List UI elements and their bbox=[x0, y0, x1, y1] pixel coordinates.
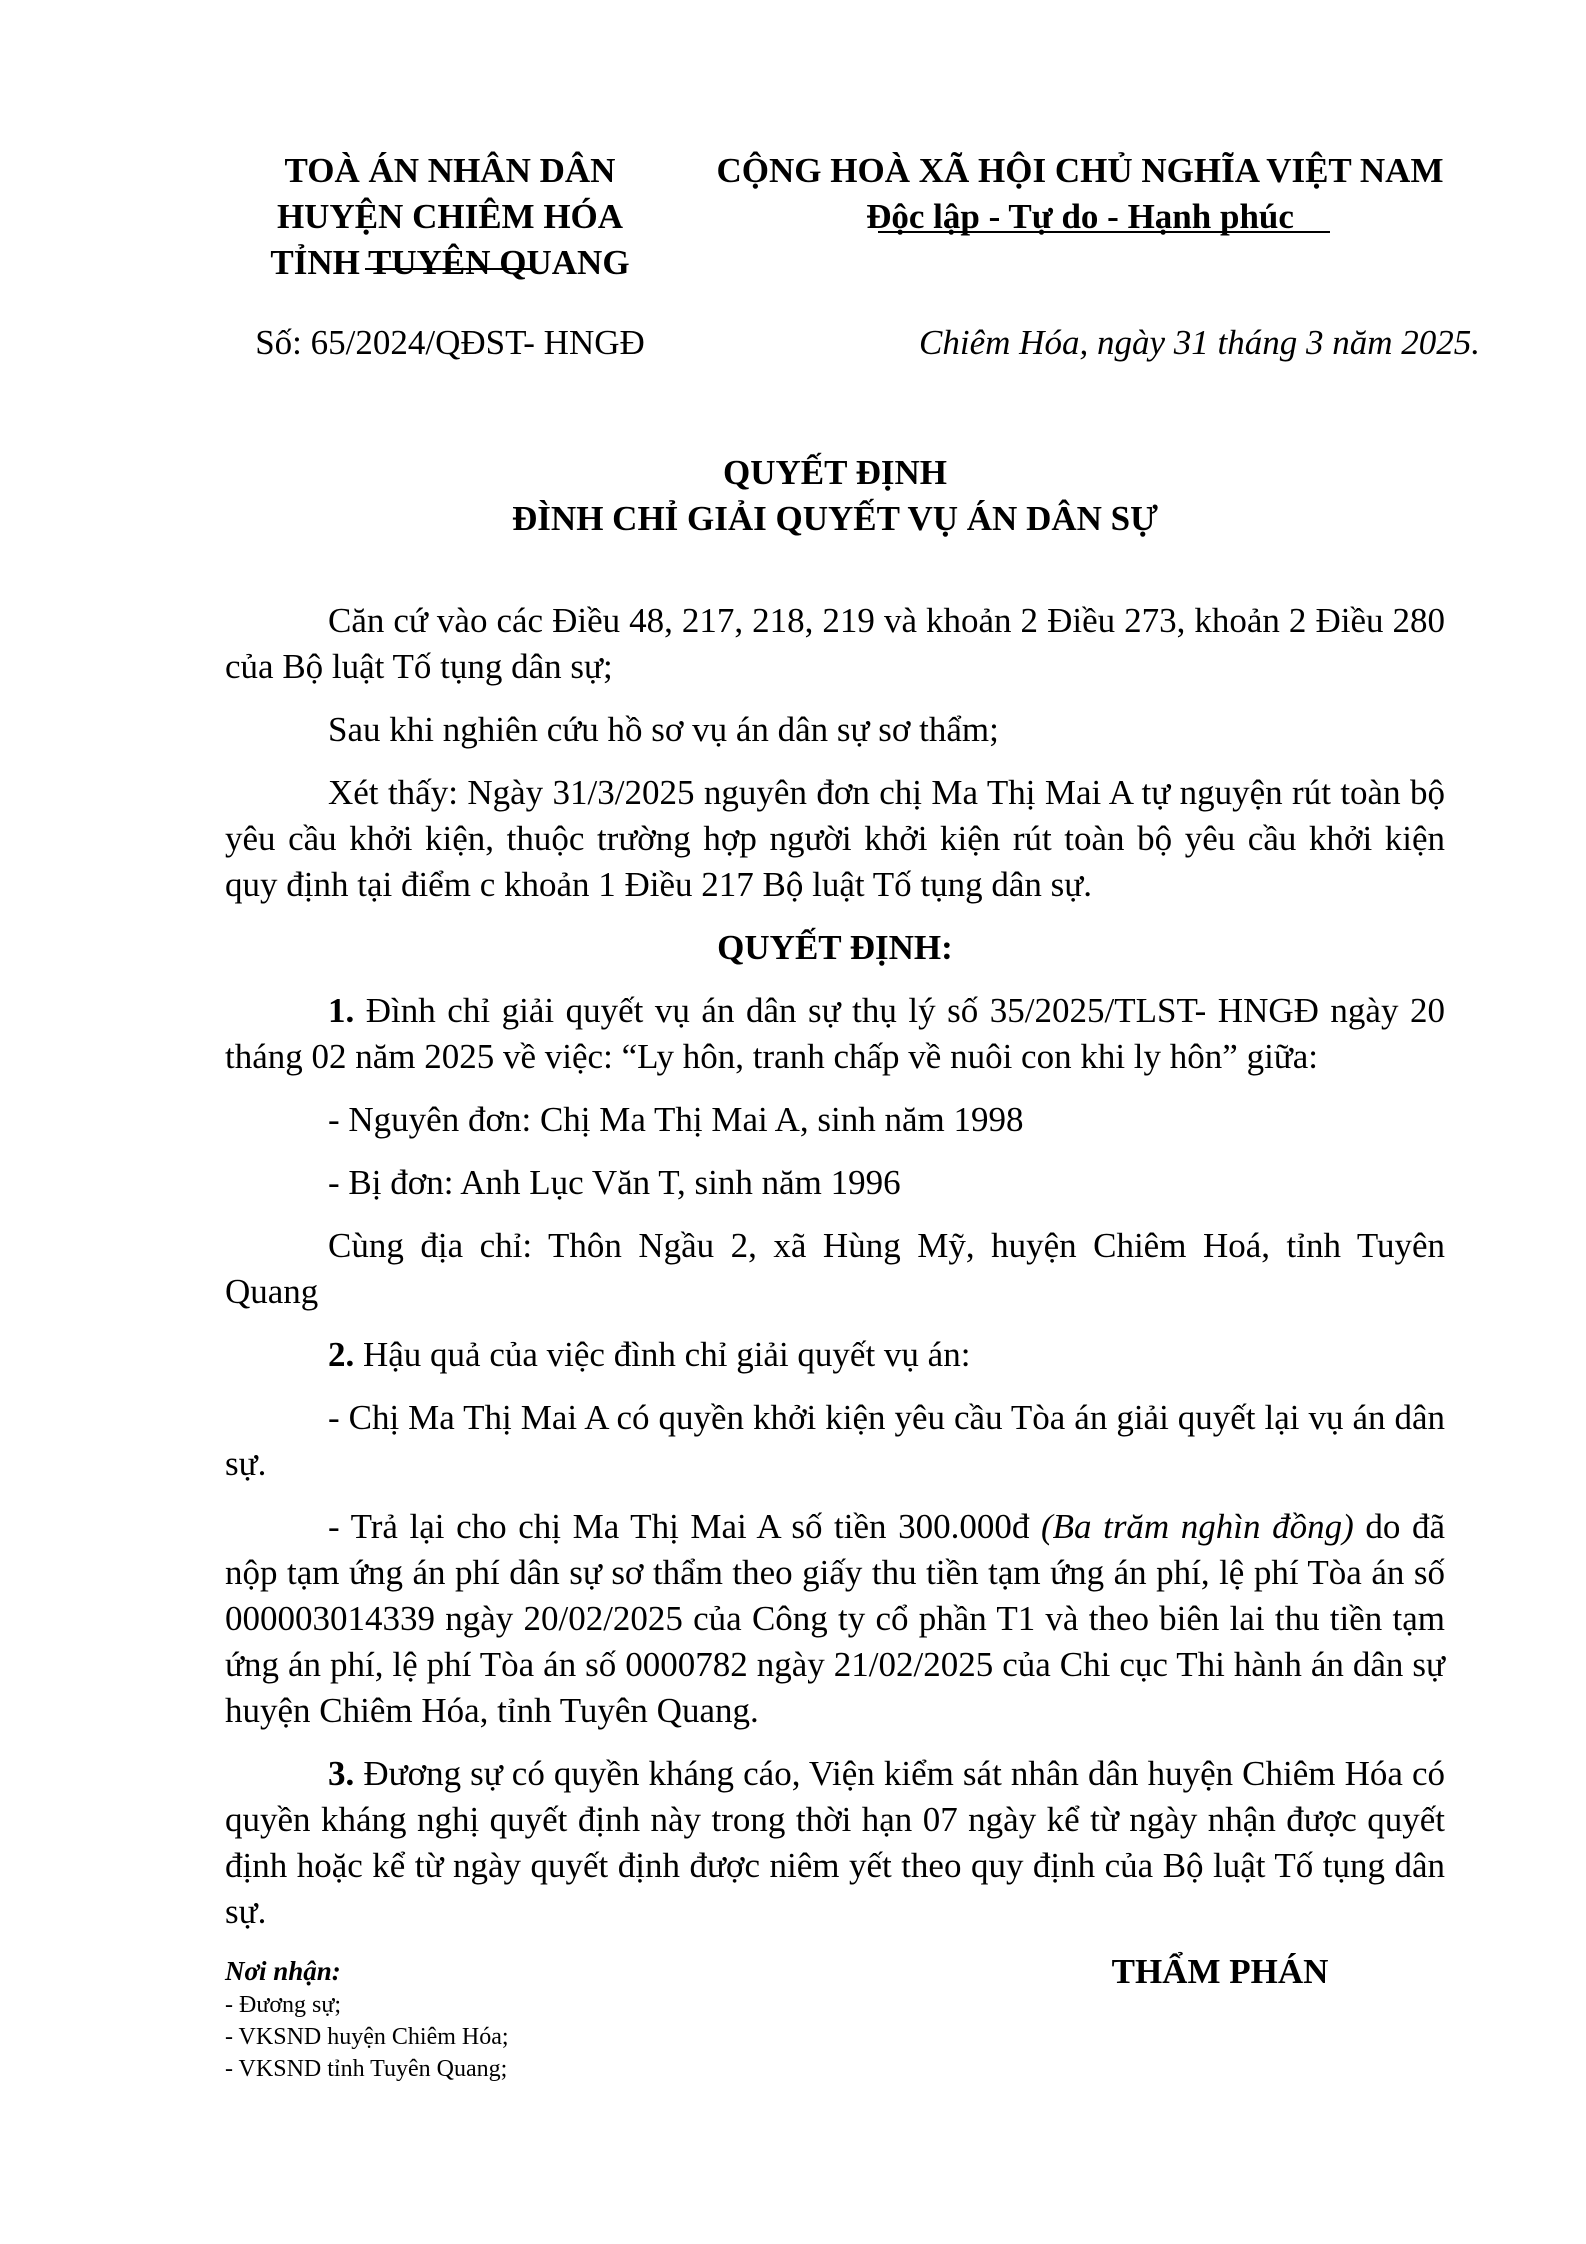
defendant-line: - Bị đơn: Anh Lục Văn T, sinh năm 1996 bbox=[328, 1163, 901, 1202]
address-line: Cùng địa chỉ: Thôn Ngầu 2, xã Hùng Mỹ, huyện Chiêm Hoá, tỉnh Tuyên Quang bbox=[225, 1226, 1445, 1311]
decision-heading: QUYẾT ĐỊNH: bbox=[717, 928, 953, 967]
document-number: Số: 65/2024/QĐST- HNGĐ bbox=[255, 323, 645, 362]
consequence-2 bbox=[225, 1504, 1445, 1734]
item-2 bbox=[225, 1332, 1445, 1378]
recipient-2: - VKSND huyện Chiêm Hóa; bbox=[225, 2024, 509, 2050]
court-header-underline bbox=[365, 268, 535, 270]
plaintiff-line: - Nguyên đơn: Chị Ma Thị Mai A, sinh năm 1998 bbox=[328, 1100, 1024, 1139]
national-header bbox=[700, 148, 1460, 240]
item-2-text: Hậu quả của việc đình chỉ giải quyết vụ án: bbox=[363, 1335, 971, 1374]
item-3-number: 3. bbox=[328, 1754, 355, 1793]
title-line-2: ĐÌNH CHỈ GIẢI QUYẾT VỤ ÁN DÂN SỰ bbox=[512, 499, 1158, 538]
item-1 bbox=[225, 988, 1445, 1080]
item-3-text: Đương sự có quyền kháng cáo, Viện kiểm sát nhân dân huyện Chiêm Hóa có quyền kháng nghị quyết định này trong thời hạn 07 ngày kể từ ngày nhận được quyết định hoặc kể từ ngày quyết định được niêm yết theo quy định của Bộ luật Tố tụng dân sự. bbox=[225, 1754, 1445, 1931]
consequence-2-c: do đã nộp tạm ứng án phí dân sự sơ thẩm theo giấy thu tiền tạm ứng án phí, lệ phí Tòa án số 000003014339 ngày 20/02/2025 của Công ty cổ phần T1 và theo biên lai thu tiền tạm ứng án phí, lệ phí Tòa án số 0000782 ngày 21/02/2025 của Chi cục Thi hành án dân sự huyện Chiêm Hóa, tỉnh Tuyên Quang. bbox=[225, 1507, 1445, 1730]
signer-title: THẨM PHÁN bbox=[1111, 1952, 1329, 1991]
recipient-3: - VKSND tỉnh Tuyên Quang; bbox=[225, 2056, 508, 2082]
court-name: TOÀ ÁN NHÂN DÂN bbox=[284, 151, 616, 190]
national-motto: Độc lập - Tự do - Hạnh phúc bbox=[866, 197, 1294, 236]
court-province: TỈNH TUYÊN QUANG bbox=[270, 243, 630, 282]
item-3 bbox=[225, 1751, 1445, 1935]
item-2-number: 2. bbox=[328, 1335, 355, 1374]
title-line-1: QUYẾT ĐỊNH bbox=[723, 453, 947, 492]
document-body bbox=[225, 598, 1445, 1935]
consequence-2-a: - Trả lại cho chị Ma Thị Mai A số tiền 300.000đ bbox=[328, 1507, 1041, 1546]
document-title bbox=[225, 450, 1445, 542]
place-and-date: Chiêm Hóa, ngày 31 tháng 3 năm 2025. bbox=[919, 323, 1480, 362]
preamble-review: Sau khi nghiên cứu hồ sơ vụ án dân sự sơ thẩm; bbox=[328, 710, 999, 749]
item-1-text: Đình chỉ giải quyết vụ án dân sự thụ lý số 35/2025/TLST- HNGĐ ngày 20 tháng 02 năm 2025 về việc: “Ly hôn, tranh chấp về nuôi con khi ly hôn” giữa: bbox=[225, 991, 1445, 1076]
recipients-label: Nơi nhận: bbox=[225, 1956, 341, 1986]
national-name: CỘNG HOÀ XÃ HỘI CHỦ NGHĨA VIỆT NAM bbox=[716, 151, 1444, 190]
consequence-1: - Chị Ma Thị Mai A có quyền khởi kiện yêu cầu Tòa án giải quyết lại vụ án dân sự. bbox=[225, 1398, 1445, 1483]
recipients-block bbox=[225, 1953, 825, 2085]
preamble-finding: Xét thấy: Ngày 31/3/2025 nguyên đơn chị Ma Thị Mai A tự nguyện rút toàn bộ yêu cầu khởi kiện, thuộc trường hợp người khởi kiện rút toàn bộ yêu cầu khởi kiện quy định tại điểm c khoản 1 Điều 217 Bộ luật Tố tụng dân sự. bbox=[225, 773, 1445, 904]
court-district: HUYỆN CHIÊM HÓA bbox=[276, 197, 624, 236]
preamble-legal-basis: Căn cứ vào các Điều 48, 217, 218, 219 và khoản 2 Điều 273, khoản 2 Điều 280 của Bộ luật Tố tụng dân sự; bbox=[225, 601, 1445, 686]
item-1-number: 1. bbox=[328, 991, 355, 1030]
court-header bbox=[225, 148, 675, 286]
national-header-underline bbox=[878, 231, 1330, 233]
recipient-1: - Đương sự; bbox=[225, 1992, 342, 2018]
consequence-2-amount-words: (Ba trăm nghìn đồng) bbox=[1040, 1507, 1354, 1546]
